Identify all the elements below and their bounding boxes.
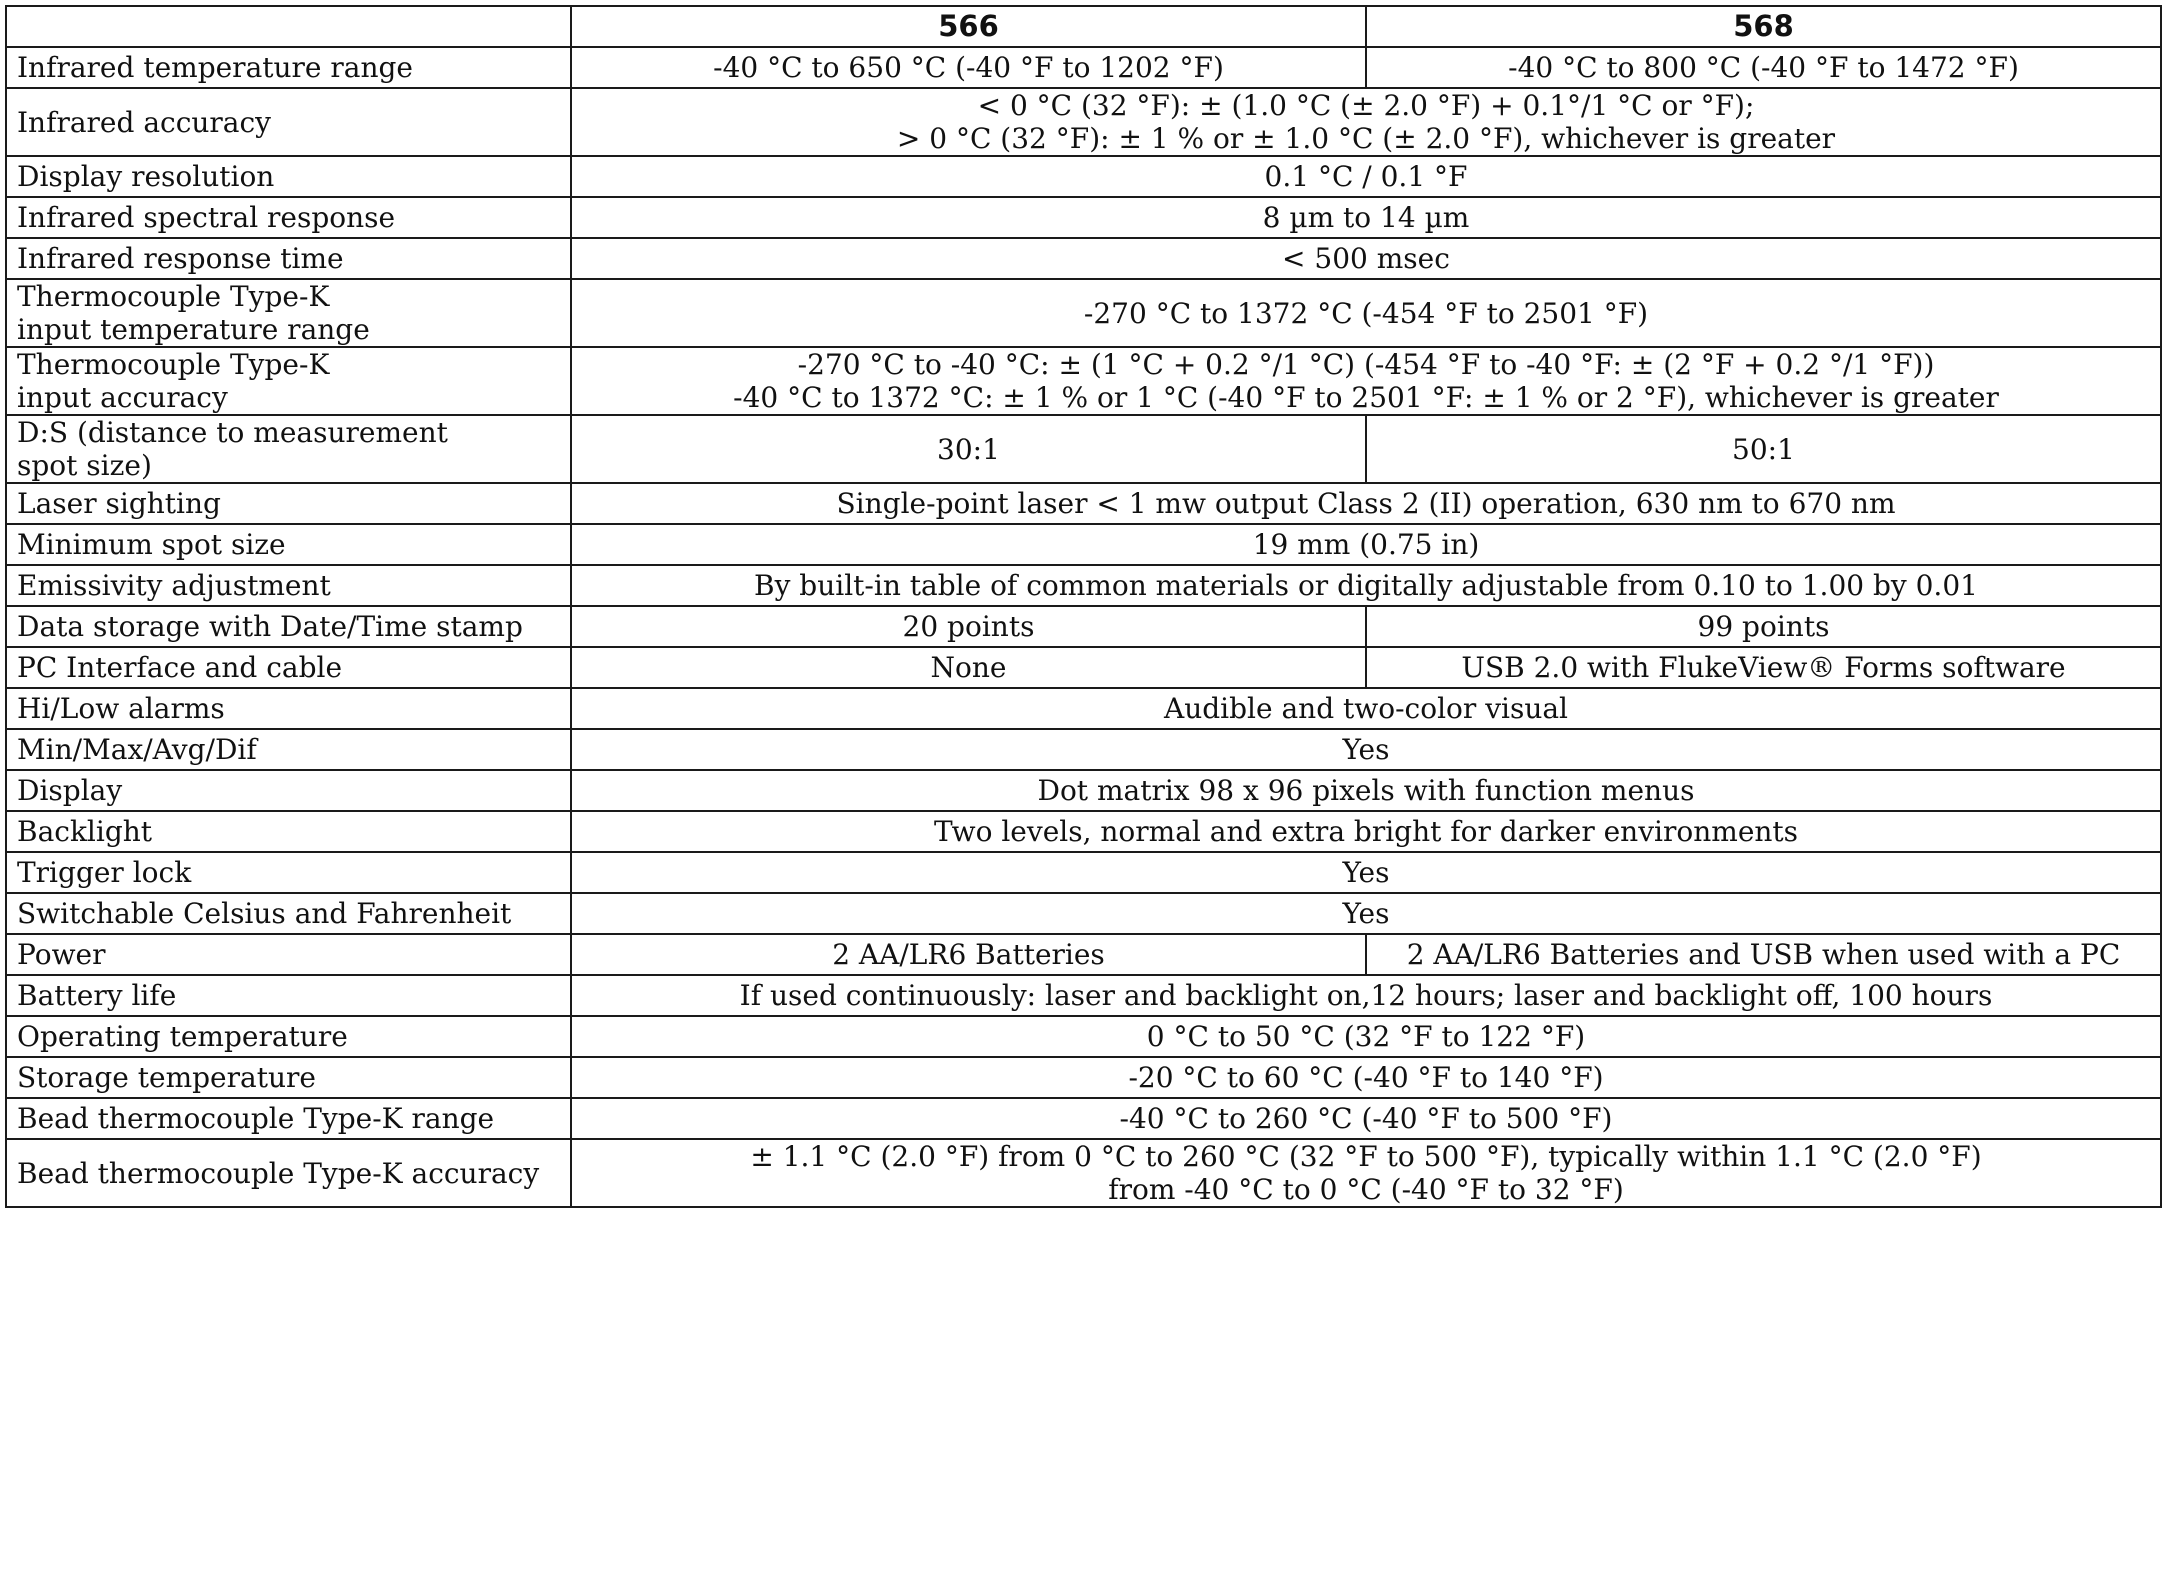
header-corner xyxy=(6,6,571,47)
spec-row xyxy=(6,1139,2161,1207)
spec-row xyxy=(6,415,2161,483)
spec-label: Infrared spectral response xyxy=(6,197,571,238)
spec-row xyxy=(6,893,2161,934)
spec-value-shared: Single-point laser < 1 mw output Class 2 (II) operation, 630 nm to 670 nm xyxy=(571,483,2161,524)
spec-value-568: 2 AA/LR6 Batteries and USB when used with a PC xyxy=(1366,934,2161,975)
spec-label: PC Interface and cable xyxy=(6,647,571,688)
spec-value-shared: Yes xyxy=(571,729,2161,770)
spec-value-shared: Dot matrix 98 x 96 pixels with function menus xyxy=(571,770,2161,811)
spec-row xyxy=(6,565,2161,606)
spec-row xyxy=(6,606,2161,647)
spec-value-shared: -270 °C to 1372 °C (-454 °F to 2501 °F) xyxy=(571,279,2161,347)
spec-row xyxy=(6,770,2161,811)
header-566: 566 xyxy=(571,6,1366,47)
spec-label: Data storage with Date/Time stamp xyxy=(6,606,571,647)
spec-label: Backlight xyxy=(6,811,571,852)
spec-row xyxy=(6,1016,2161,1057)
spec-value-shared: 19 mm (0.75 in) xyxy=(571,524,2161,565)
spec-value-566: 30:1 xyxy=(571,415,1366,483)
spec-value-shared: Yes xyxy=(571,852,2161,893)
spec-value-568: 99 points xyxy=(1366,606,2161,647)
spec-row xyxy=(6,279,2161,347)
spec-label: Power xyxy=(6,934,571,975)
spec-row xyxy=(6,47,2161,88)
spec-label: Emissivity adjustment xyxy=(6,565,571,606)
spec-row xyxy=(6,1098,2161,1139)
spec-label: Hi/Low alarms xyxy=(6,688,571,729)
spec-label: Bead thermocouple Type-K range xyxy=(6,1098,571,1139)
spec-label: Laser sighting xyxy=(6,483,571,524)
spec-value-shared: By built-in table of common materials or digitally adjustable from 0.10 to 1.00 by 0.01 xyxy=(571,565,2161,606)
spec-label: Trigger lock xyxy=(6,852,571,893)
spec-label: Min/Max/Avg/Dif xyxy=(6,729,571,770)
spec-value-566: 2 AA/LR6 Batteries xyxy=(571,934,1366,975)
spec-value-shared: ± 1.1 °C (2.0 °F) from 0 °C to 260 °C (32 °F to 500 °F), typically within 1.1 °C (2.0 °F) from -40 °C to 0 °C (-40 °F to 32 °F) xyxy=(571,1139,2161,1207)
spec-value-shared: If used continuously: laser and backlight on,12 hours; laser and backlight off, 100 hours xyxy=(571,975,2161,1016)
spec-value-shared: 0.1 °C / 0.1 °F xyxy=(571,156,2161,197)
spec-value-shared: -40 °C to 260 °C (-40 °F to 500 °F) xyxy=(571,1098,2161,1139)
spec-row xyxy=(6,729,2161,770)
spec-value-shared: < 0 °C (32 °F): ± (1.0 °C (± 2.0 °F) + 0.1°/1 °C or °F); > 0 °C (32 °F): ± 1 % or ± 1.0 °C (± 2.0 °F), whichever is greater xyxy=(571,88,2161,156)
spec-row xyxy=(6,647,2161,688)
spec-value-shared: Audible and two-color visual xyxy=(571,688,2161,729)
spec-label: Display resolution xyxy=(6,156,571,197)
spec-value-568: USB 2.0 with FlukeView® Forms software xyxy=(1366,647,2161,688)
spec-value-568: -40 °C to 800 °C (-40 °F to 1472 °F) xyxy=(1366,47,2161,88)
spec-row xyxy=(6,197,2161,238)
spec-label: Operating temperature xyxy=(6,1016,571,1057)
spec-row xyxy=(6,811,2161,852)
spec-value-566: -40 °C to 650 °C (-40 °F to 1202 °F) xyxy=(571,47,1366,88)
spec-row xyxy=(6,934,2161,975)
spec-value-shared: 8 µm to 14 µm xyxy=(571,197,2161,238)
spec-value-shared: Two levels, normal and extra bright for darker environments xyxy=(571,811,2161,852)
spec-label: Thermocouple Type-K input temperature range xyxy=(6,279,571,347)
spec-value-566: None xyxy=(571,647,1366,688)
header-568: 568 xyxy=(1366,6,2161,47)
spec-body xyxy=(6,47,2161,1207)
spec-label: Bead thermocouple Type-K accuracy xyxy=(6,1139,571,1207)
spec-label: Infrared temperature range xyxy=(6,47,571,88)
spec-label: Thermocouple Type-K input accuracy xyxy=(6,347,571,415)
spec-row xyxy=(6,483,2161,524)
spec-row xyxy=(6,975,2161,1016)
spec-value-shared: Yes xyxy=(571,893,2161,934)
spec-row xyxy=(6,238,2161,279)
header-row xyxy=(6,6,2161,47)
spec-row xyxy=(6,688,2161,729)
spec-row xyxy=(6,88,2161,156)
spec-label: Infrared accuracy xyxy=(6,88,571,156)
spec-value-568: 50:1 xyxy=(1366,415,2161,483)
spec-value-shared: < 500 msec xyxy=(571,238,2161,279)
spec-label: Minimum spot size xyxy=(6,524,571,565)
spec-value-shared: -20 °C to 60 °C (-40 °F to 140 °F) xyxy=(571,1057,2161,1098)
spec-value-shared: 0 °C to 50 °C (32 °F to 122 °F) xyxy=(571,1016,2161,1057)
spec-table xyxy=(5,5,2162,1208)
spec-label: Infrared response time xyxy=(6,238,571,279)
spec-row xyxy=(6,524,2161,565)
spec-label: Display xyxy=(6,770,571,811)
spec-label: Battery life xyxy=(6,975,571,1016)
spec-row xyxy=(6,156,2161,197)
spec-label: Storage temperature xyxy=(6,1057,571,1098)
spec-value-shared: -270 °C to -40 °C: ± (1 °C + 0.2 °/1 °C) (-454 °F to -40 °F: ± (2 °F + 0.2 °/1 °F)) -40 °C to 1372 °C: ± 1 % or 1 °C (-40 °F to 2501 °F: ± 1 % or 2 °F), whichever is greater xyxy=(571,347,2161,415)
spec-row xyxy=(6,1057,2161,1098)
spec-row xyxy=(6,852,2161,893)
spec-value-566: 20 points xyxy=(571,606,1366,647)
spec-row xyxy=(6,347,2161,415)
spec-label: D:S (distance to measurement spot size) xyxy=(6,415,571,483)
spec-label: Switchable Celsius and Fahrenheit xyxy=(6,893,571,934)
